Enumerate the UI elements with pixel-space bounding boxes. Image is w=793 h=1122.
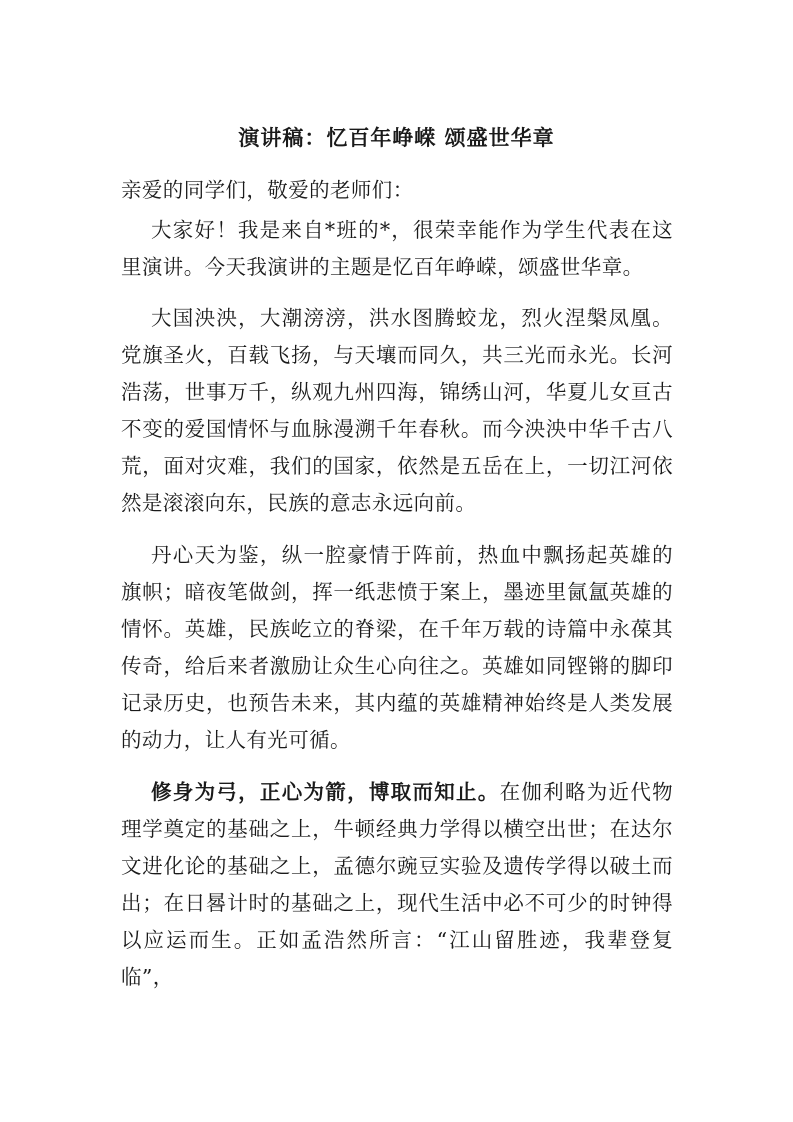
paragraph-text: 在伽利略为近代物理学奠定的基础之上，牛顿经典力学得以横空出世；在达尔文进化论的基础之上，孟德尔豌豆实验及遗传学得以破土而出；在日晷计时的基础之上，现代生活中必不可少的时钟得以应运而生。正如孟浩然所言：“江山留胜迹，我辈登复临”，	[121, 780, 673, 989]
document-title: 演讲稿：忆百年峥嵘 颂盛世华章	[238, 125, 555, 150]
document-body	[121, 172, 673, 1006]
salutation: 亲爱的同学们，敬爱的老师们：	[121, 178, 414, 202]
paragraph-heroes: 丹心天为鉴，纵一腔豪情于阵前，热血中飘扬起英雄的旗帜；暗夜笔做剑，挥一纸悲愤于案上，墨迹里氤氲英雄的情怀。英雄，民族屹立的脊梁，在千年万载的诗篇中永葆其传奇，给后来者激励让众生心向往之。英雄如同铿锵的脚印记录历史，也预告未来，其内蕴的英雄精神始终是人类发展的动力，让人有光可循。	[121, 543, 673, 752]
paragraph-self-cultivation	[121, 774, 673, 996]
paragraph-nation: 大国泱泱，大潮滂滂，洪水图腾蛟龙，烈火涅槃凤凰。党旗圣火，百载飞扬，与天壤而同久，共三光而永光。长河浩荡，世事万千，纵观九州四海，锦绣山河，华夏儿女亘古不变的爱国情怀与血脉漫溯千年春秋。而今泱泱中华千古八荒，面对灾难，我们的国家，依然是五岳在上，一切江河依然是滚滚向东，民族的意志永远向前。	[121, 306, 673, 515]
paragraph-greeting: 大家好！我是来自*班的*，很荣幸能作为学生代表在这里演讲。今天我演讲的主题是忆百年峥嵘，颂盛世华章。	[121, 218, 673, 279]
paragraph-lead-sentence: 修身为弓，正心为箭，博取而知止。	[151, 780, 500, 804]
